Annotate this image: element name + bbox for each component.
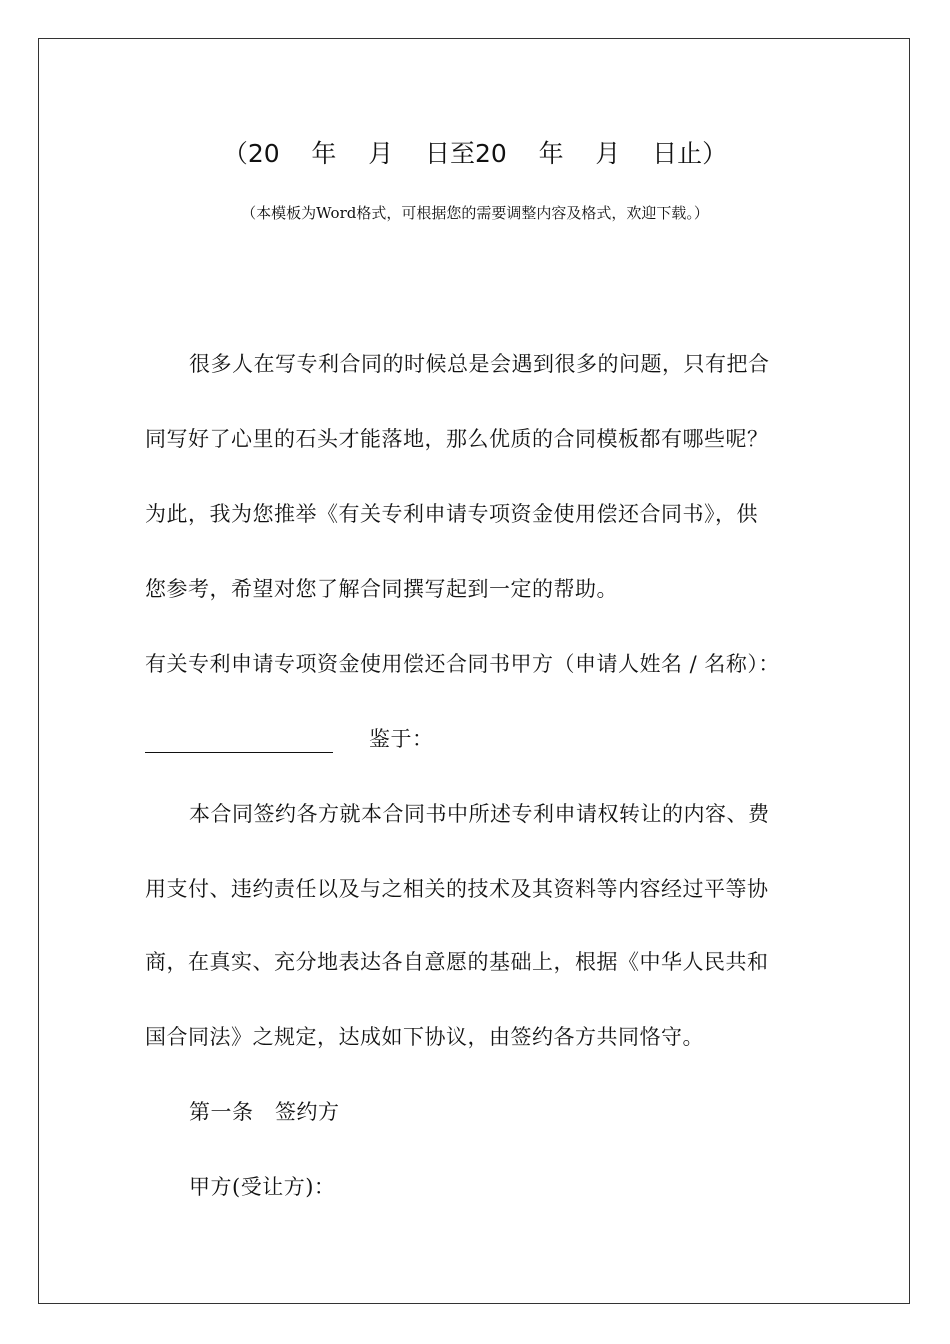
template-note: （本模板为Word格式，可根据您的需要调整内容及格式，欢迎下载。）	[241, 204, 709, 222]
party-a-label: 甲方(受让方)：	[189, 1175, 336, 1199]
contract-title-line: 有关专利申请专项资金使用偿还合同书甲方（申请人姓名 / 名称）：	[145, 652, 780, 676]
body-line-3: 商，在真实、充分地表达各自意愿的基础上，根据《中华人民共和	[145, 950, 769, 974]
body-line-4: 国合同法》之规定，达成如下协议，由签约各方共同恪守。	[145, 1025, 704, 1049]
intro-line-2: 同写好了心里的石头才能落地，那么优质的合同模板都有哪些呢？	[145, 427, 769, 451]
party-name-blank	[145, 730, 333, 753]
whereas-line	[145, 723, 434, 753]
whereas-label: 鉴于：	[369, 727, 434, 751]
body-line-1: 本合同签约各方就本合同书中所述专利申请权转让的内容、费	[189, 802, 770, 826]
date-range-heading: （20 年 月 日至20 年 月 日止）	[222, 139, 728, 168]
body-line-2: 用支付、违约责任以及与之相关的技术及其资料等内容经过平等协	[145, 877, 769, 901]
intro-line-4: 您参考，希望对您了解合同撰写起到一定的帮助。	[145, 577, 618, 601]
intro-line-3: 为此，我为您推举《有关专利申请专项资金使用偿还合同书》，供	[145, 502, 758, 526]
article-1-heading: 第一条 签约方	[189, 1100, 340, 1124]
intro-line-1: 很多人在写专利合同的时候总是会遇到很多的问题，只有把合	[189, 352, 770, 376]
